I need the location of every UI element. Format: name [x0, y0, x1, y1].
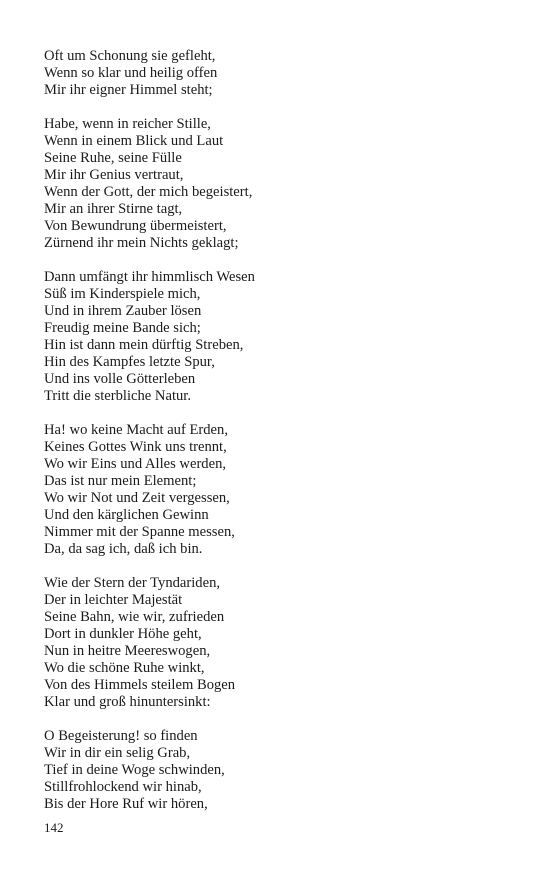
poem-line: Nun in heitre Meereswogen,: [44, 643, 211, 659]
poem-line: Wo wir Eins und Alles werden,: [44, 456, 227, 472]
poem-line: Tritt die sterbliche Natur.: [44, 388, 191, 404]
poem-line: Oft um Schonung sie gefleht,: [44, 48, 216, 64]
poem-line: Wo wir Not und Zeit vergessen,: [44, 490, 230, 506]
poem-line: Das ist nur mein Element;: [44, 473, 197, 489]
poem-line: Hin ist dann mein dürftig Streben,: [44, 337, 244, 353]
poem-line: O Begeisterung! so finden: [44, 728, 198, 744]
poem-text: [44, 48, 514, 813]
poem-line: Dort in dunkler Höhe geht,: [44, 626, 202, 642]
poem-line: Dann umfängt ihr himmlisch Wesen: [44, 269, 255, 285]
poem-line: Und in ihrem Zauber lösen: [44, 303, 202, 319]
poem-line: Der in leichter Majestät: [44, 592, 183, 608]
stanza-3: [44, 269, 514, 405]
poem-line: Wenn der Gott, der mich begeistert,: [44, 184, 253, 200]
poem-line: Tief in deine Woge schwinden,: [44, 762, 225, 778]
poem-line: Wie der Stern der Tyndariden,: [44, 575, 221, 591]
poem-line: Mir ihr Genius vertraut,: [44, 167, 184, 183]
poem-line: Seine Bahn, wie wir, zufrieden: [44, 609, 225, 625]
poem-line: Keines Gottes Wink uns trennt,: [44, 439, 227, 455]
poem-line: Und den kärglichen Gewinn: [44, 507, 209, 523]
poem-line: Klar und groß hinuntersinkt:: [44, 694, 211, 710]
stanza-6: [44, 728, 514, 813]
poem-line: Ha! wo keine Macht auf Erden,: [44, 422, 228, 438]
poem-line: Von des Himmels steilem Bogen: [44, 677, 236, 693]
poem-line: Bis der Hore Ruf wir hören,: [44, 796, 208, 812]
page-number: 142: [44, 820, 64, 835]
stanza-4: [44, 422, 514, 558]
poem-line: Nimmer mit der Spanne messen,: [44, 524, 235, 540]
poem-line: Freudig meine Bande sich;: [44, 320, 201, 336]
poem-line: Mir an ihrer Stirne tagt,: [44, 201, 183, 217]
poem-line: Und ins volle Götterleben: [44, 371, 196, 387]
poem-line: Wo die schöne Ruhe winkt,: [44, 660, 205, 676]
poem-line: Von Bewundrung übermeistert,: [44, 218, 227, 234]
poem-line: Süß im Kinderspiele mich,: [44, 286, 201, 302]
poem-line: Habe, wenn in reicher Stille,: [44, 116, 211, 132]
poem-line: Hin des Kampfes letzte Spur,: [44, 354, 215, 370]
stanza-1: [44, 48, 514, 99]
poem-line: Wenn in einem Blick und Laut: [44, 133, 224, 149]
poem-line: Seine Ruhe, seine Fülle: [44, 150, 182, 166]
poem-line: Mir ihr eigner Himmel steht;: [44, 82, 213, 98]
poem-line: Zürnend ihr mein Nichts geklagt;: [44, 235, 239, 251]
poem-line: Wir in dir ein selig Grab,: [44, 745, 191, 761]
poem-line: Stillfrohlockend wir hinab,: [44, 779, 202, 795]
stanza-5: [44, 575, 514, 711]
stanza-2: [44, 116, 514, 252]
poem-line: Da, da sag ich, daß ich bin.: [44, 541, 203, 557]
poem-line: Wenn so klar und heilig offen: [44, 65, 218, 81]
